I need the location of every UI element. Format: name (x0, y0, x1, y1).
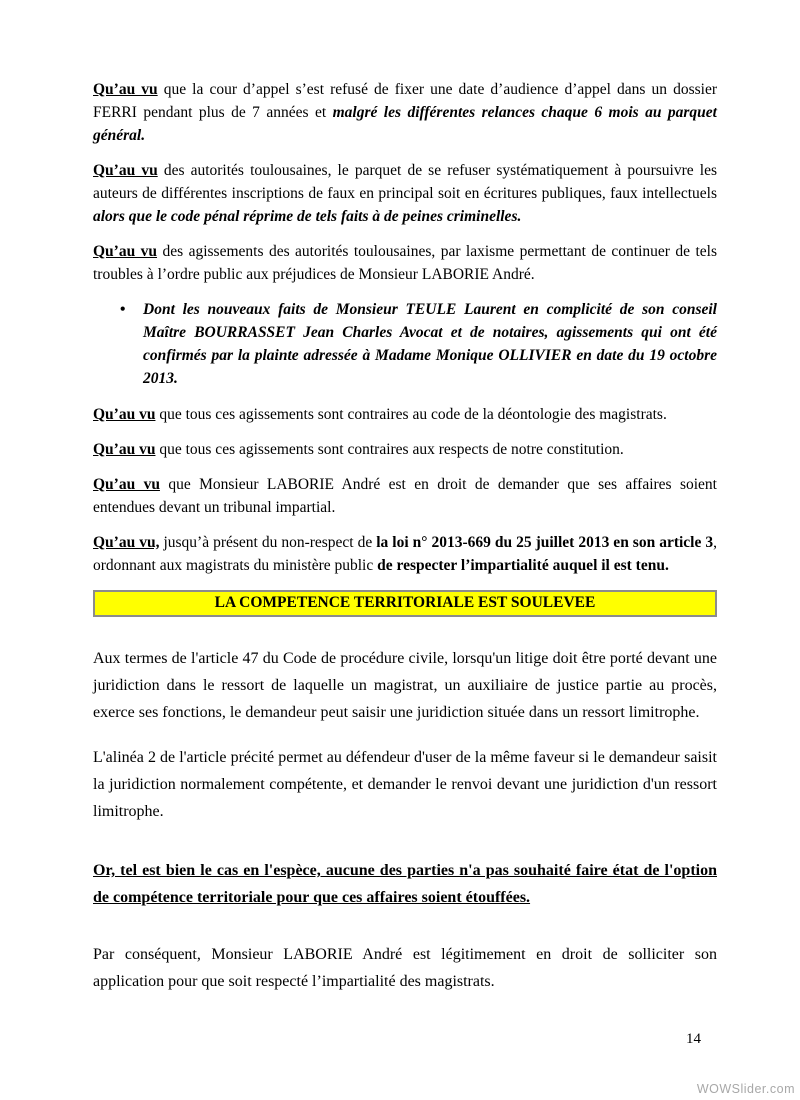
bullet-text: Dont les nouveaux faits de Monsieur TEULE Laurent en complicité de son conseil Maître BOURRASSET Jean Charles Avocat et de notaires, agissements qui ont été confirmés par la plainte adressée à Madame Monique OLLIVIER en date du 19 octobre 2013. (143, 301, 717, 387)
paragraph-text: , ordonnant aux magistrats du ministère public (93, 534, 717, 574)
quauvu-lead-6: Qu’au vu (93, 476, 160, 493)
paragraph-text: que Monsieur LABORIE André est en droit de demander que ses affaires soient entendues devant un tribunal impartial. (93, 476, 717, 516)
paragraph-emphasis: malgré les différentes relances chaque 6 mois au parquet général. (93, 104, 717, 144)
page-number: 14 (686, 1031, 701, 1047)
paragraph-bold: de respecter l’impartialité auquel il est tenu. (377, 557, 669, 574)
paragraph-text: que tous ces agissements sont contraires aux respects de notre constitution. (155, 441, 624, 458)
paragraph-alinea-2: L'alinéa 2 de l'article précité permet au défendeur d'user de la même faveur si le demandeur saisit la juridiction normalement compétente, et demander le renvoi devant une juridiction d'un ressort limitrophe. (93, 749, 717, 820)
quauvu-lead-1: Qu’au vu (93, 81, 158, 98)
paragraph-text: des autorités toulousaines, le parquet de se refuser systématiquement à poursuivre les auteurs de différentes inscriptions de faux en principal soit en écritures publiques, faux intellectuels (93, 162, 717, 202)
paragraph-quauvu-6 (93, 473, 717, 519)
document-content (93, 78, 717, 995)
paragraph-text: que la cour d’appel s’est refusé de fixer une date d’audience d’appel dans un dossier FERRI pendant plus de 7 années et (93, 81, 717, 121)
paragraph-quauvu-7 (93, 531, 717, 577)
bullet-list (93, 298, 717, 390)
quauvu-lead-7: Qu’au vu, (93, 534, 160, 551)
paragraph-quauvu-1 (93, 78, 717, 147)
paragraph-emphasis: alors que le code pénal réprime de tels faits à de peines criminelles. (93, 208, 522, 225)
quauvu-lead-4: Qu’au vu (93, 406, 156, 423)
paragraph-quauvu-3 (93, 240, 717, 286)
bullet-icon: • (120, 301, 126, 318)
quauvu-lead-5: Qu’au vu (93, 441, 156, 458)
paragraph-par-consequent: Par conséquent, Monsieur LABORIE André est légitimement en droit de solliciter son application pour que soit respecté l’impartialité des magistrats. (93, 946, 717, 990)
list-item (120, 298, 717, 390)
paragraph-article-47: Aux termes de l'article 47 du Code de procédure civile, lorsqu'un litige doit être porté devant une juridiction dans le ressort de laquelle un magistrat, un auxiliaire de justice partie au procès, exerce ses fonctions, le demandeur peut saisir une juridiction située dans un ressort limitrophe. (93, 650, 717, 721)
paragraph-bold: la loi n° 2013-669 du 25 juillet 2013 en son article 3 (376, 534, 714, 551)
section-heading-highlighted: LA COMPETENCE TERRITORIALE EST SOULEVEE (93, 590, 717, 617)
quauvu-lead-3: Qu’au vu (93, 243, 158, 260)
paragraph-or-tel: Or, tel est bien le cas en l'espèce, aucune des parties n'a pas souhaité faire état de l'option de compétence territoriale pour que ces affaires soient étouffées. (93, 862, 717, 906)
paragraph-text: que tous ces agissements sont contraires au code de la déontologie des magistrats. (155, 406, 667, 423)
paragraph-quauvu-5 (93, 438, 717, 461)
watermark-wowslider: WOWSlider.com (696, 1082, 795, 1096)
paragraph-quauvu-2 (93, 159, 717, 228)
quauvu-lead-2: Qu’au vu (93, 162, 158, 179)
paragraph-quauvu-4 (93, 403, 717, 426)
paragraph-text: des agissements des autorités toulousaines, par laxisme permettant de continuer de tels troubles à l’ordre public aux préjudices de Monsieur LABORIE André. (93, 243, 717, 283)
paragraph-text: jusqu’à présent du non-respect de (159, 534, 377, 551)
